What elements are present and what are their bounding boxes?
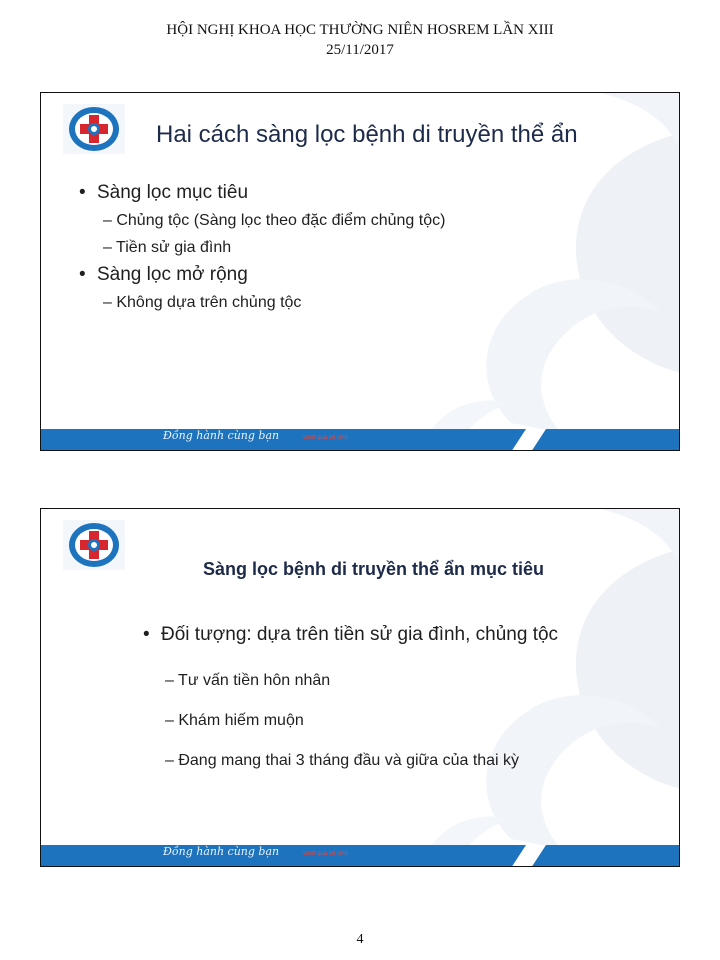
sub-bullet-item: – Tư vấn tiền hôn nhân <box>165 672 331 689</box>
sub-bullet-item: – Không dựa trên chủng tộc <box>103 294 302 311</box>
slide-title: Sàng lọc bệnh di truyền thể ẩn mục tiêu <box>203 559 545 579</box>
slide-2 <box>40 508 680 867</box>
footer-band <box>41 93 680 451</box>
sub-bullet-item: – Đang mang thai 3 tháng đầu và giữa của thai kỳ <box>165 752 520 769</box>
footer-subtext: vượt qua vô sinh <box>303 851 348 857</box>
conference-date: 25/11/2017 <box>326 42 394 58</box>
page-header <box>0 20 720 60</box>
footer-slogan: Đồng hành cùng bạn <box>163 429 280 442</box>
footer-slogan: Đồng hành cùng bạn <box>163 845 280 858</box>
bullet-item: • Sàng lọc mở rộng <box>77 261 445 289</box>
sub-bullet-item: – Khám hiếm muộn <box>165 712 304 729</box>
sub-bullet-item: – Tiền sử gia đình <box>103 239 232 256</box>
footer-subtext: vượt qua vô sinh <box>303 435 348 441</box>
bullet-item: • Sàng lọc mục tiêu <box>77 179 445 207</box>
footer-band <box>41 509 680 867</box>
conference-title: HỘI NGHỊ KHOA HỌC THƯỜNG NIÊN HOSREM LẦN XIII <box>166 22 554 38</box>
slide-title: Hai cách sàng lọc bệnh di truyền thể ẩn <box>156 121 578 148</box>
slide-1 <box>40 92 680 451</box>
bullet-item: • Đối tượng: dựa trên tiền sử gia đình, chủng tộc <box>141 621 558 649</box>
sub-bullet-item: – Chủng tộc (Sàng lọc theo đặc điểm chủng tộc) <box>103 212 446 229</box>
page-number: 4 <box>356 932 364 947</box>
